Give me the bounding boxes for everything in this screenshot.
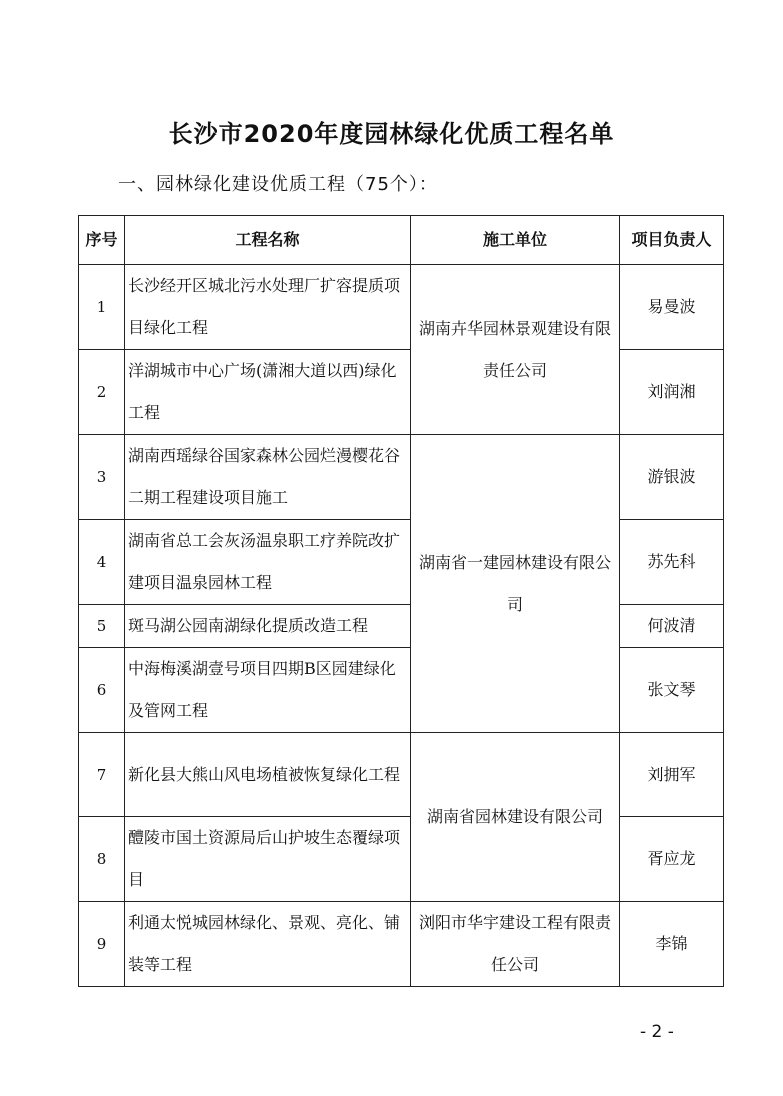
row-leader: 易曼波	[620, 265, 724, 350]
table-row	[79, 520, 724, 605]
row-construction-unit: 湖南卉华园林景观建设有限责任公司	[411, 265, 620, 435]
row-project-name: 利通太悦城园林绿化、景观、亮化、铺装等工程	[125, 902, 411, 987]
table-row	[79, 435, 724, 520]
row-leader: 苏先科	[620, 520, 724, 605]
row-no: 8	[79, 817, 125, 902]
row-leader: 刘润湘	[620, 350, 724, 435]
row-no: 6	[79, 648, 125, 733]
row-no: 7	[79, 733, 125, 817]
row-project-name: 长沙经开区城北污水处理厂扩容提质项目绿化工程	[125, 265, 411, 350]
row-project-name: 湖南省总工会灰汤温泉职工疗养院改扩建项目温泉园林工程	[125, 520, 411, 605]
header-project-name: 工程名称	[125, 216, 411, 265]
row-no: 5	[79, 605, 125, 648]
row-project-name: 中海梅溪湖壹号项目四期B区园建绿化及管网工程	[125, 648, 411, 733]
document-title: 长沙市2020年度园林绿化优质工程名单	[168, 120, 615, 148]
header-project-leader: 项目负责人	[620, 216, 724, 265]
row-no: 9	[79, 902, 125, 987]
table-row	[79, 605, 724, 648]
table-row	[79, 817, 724, 902]
table-header-row	[79, 216, 724, 265]
header-construction-unit: 施工单位	[411, 216, 620, 265]
row-leader: 刘拥军	[620, 733, 724, 817]
project-table	[78, 215, 724, 987]
section-heading: 一、园林绿化建设优质工程（75个）：	[118, 174, 438, 195]
row-leader: 张文琴	[620, 648, 724, 733]
row-project-name: 湖南西瑶绿谷国家森林公园烂漫樱花谷二期工程建设项目施工	[125, 435, 411, 520]
row-project-name: 新化县大熊山风电场植被恢复绿化工程	[125, 733, 411, 817]
table-row	[79, 648, 724, 733]
row-leader: 李锦	[620, 902, 724, 987]
row-leader: 何波清	[620, 605, 724, 648]
row-no: 3	[79, 435, 125, 520]
row-leader: 胥应龙	[620, 817, 724, 902]
row-no: 1	[79, 265, 125, 350]
row-construction-unit: 浏阳市华宇建设工程有限责任公司	[411, 902, 620, 987]
page-number: - 2 -	[640, 1022, 674, 1042]
row-project-name: 醴陵市国土资源局后山护坡生态覆绿项目	[125, 817, 411, 902]
table-row	[79, 265, 724, 350]
row-project-name: 洋湖城市中心广场(潇湘大道以西)绿化工程	[125, 350, 411, 435]
row-project-name: 斑马湖公园南湖绿化提质改造工程	[125, 605, 411, 648]
table-row	[79, 733, 724, 817]
row-construction-unit: 湖南省园林建设有限公司	[411, 733, 620, 902]
row-leader: 游银波	[620, 435, 724, 520]
header-no: 序号	[79, 216, 125, 265]
row-no: 2	[79, 350, 125, 435]
row-construction-unit: 湖南省一建园林建设有限公司	[411, 435, 620, 733]
row-no: 4	[79, 520, 125, 605]
table-row	[79, 350, 724, 435]
table-row	[79, 902, 724, 987]
